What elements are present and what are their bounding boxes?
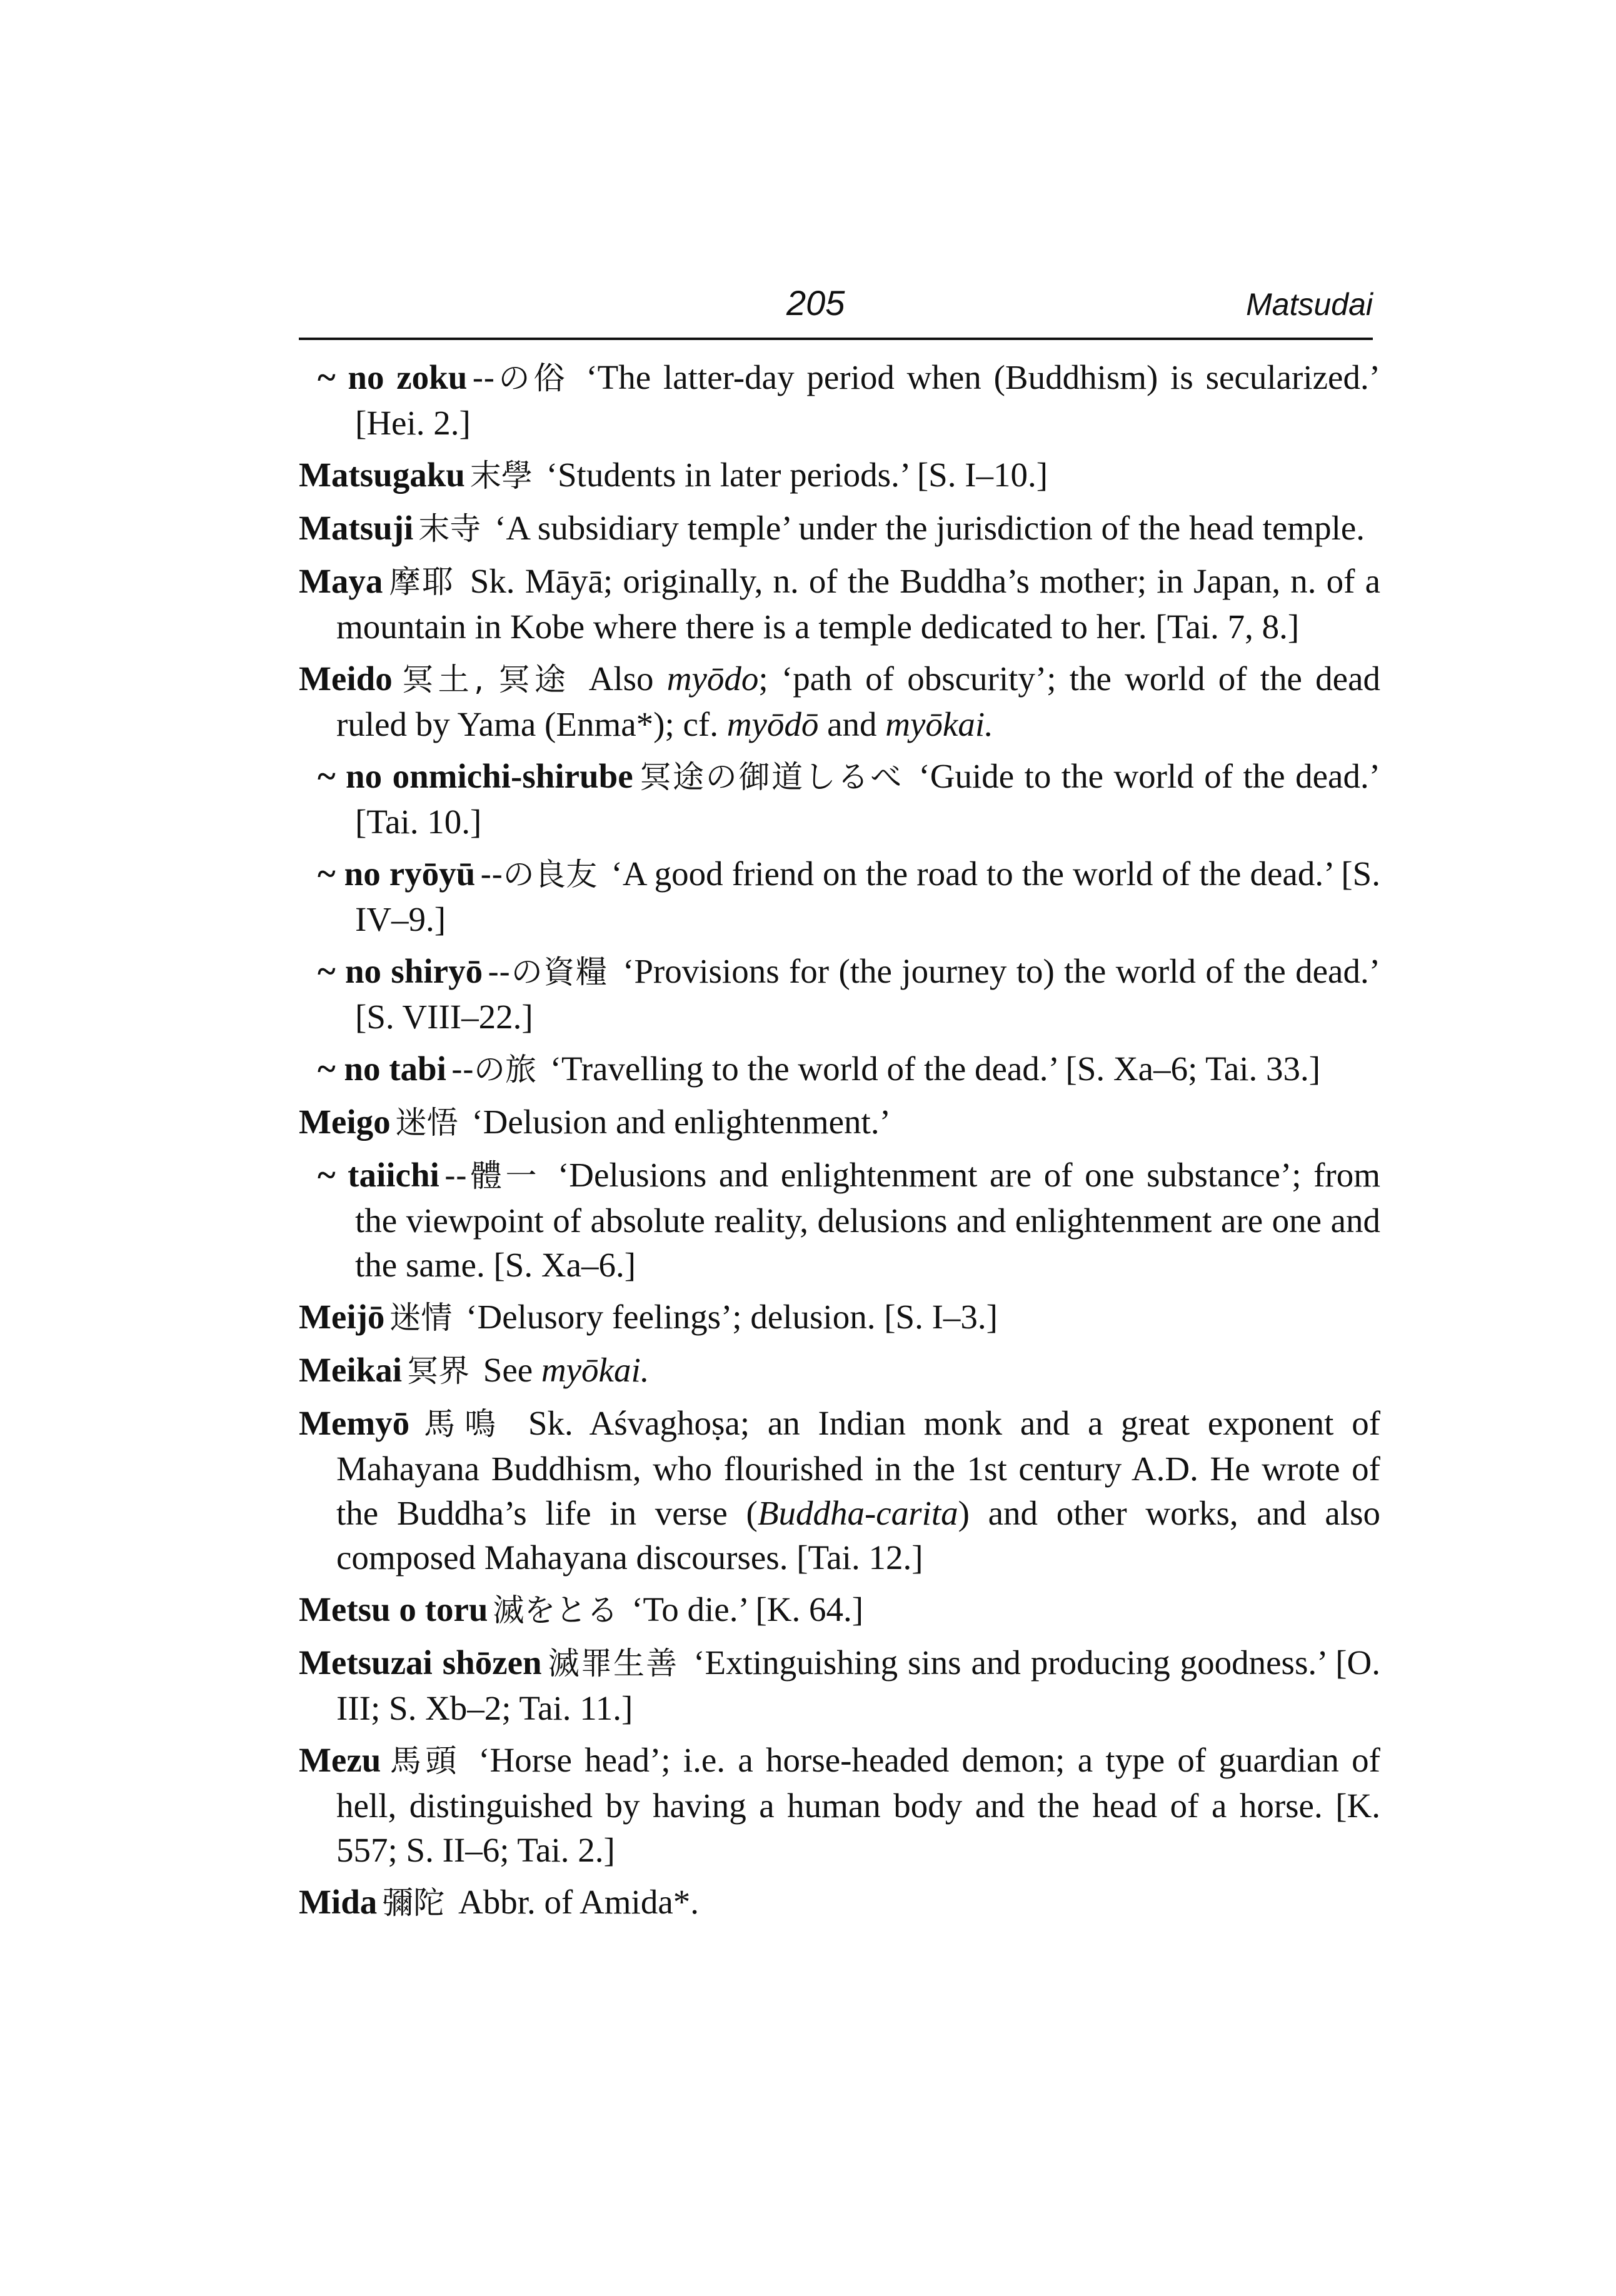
entry-kanji: --の旅 xyxy=(451,1051,536,1088)
dictionary-entry xyxy=(299,656,1380,746)
entry-definition: ‘Delusory feelings’; delusion. [S. I–3.] xyxy=(466,1298,998,1336)
page-header xyxy=(299,283,1373,333)
entry-kanji: 迷情 xyxy=(389,1300,453,1336)
dictionary-entry xyxy=(318,949,1380,1039)
entry-kanji: 滅をとる xyxy=(493,1592,618,1628)
dictionary-entry xyxy=(299,1738,1380,1872)
entry-definition: ‘Students in later periods.’ [S. I–10.] xyxy=(546,456,1048,494)
entry-headword: Meido xyxy=(299,659,393,698)
entry-kanji: --の俗 xyxy=(472,360,569,396)
entry-definition: ‘The latter-day period when (Buddhism) is secularized.’ [Hei. 2.] xyxy=(355,358,1381,442)
entry-definition: ‘A subsidiary temple’ under the jurisdiction of the head temple. xyxy=(494,509,1365,547)
entry-definition-part: Also xyxy=(588,659,654,698)
entry-cross-reference: myōkai. xyxy=(885,705,993,743)
entry-work-title: Buddha-carita xyxy=(757,1494,958,1532)
entry-kanji: 摩耶 xyxy=(388,564,455,600)
entry-kanji: 滅罪生善 xyxy=(546,1645,679,1682)
dictionary-entry xyxy=(299,1401,1380,1580)
dictionary-entry xyxy=(299,559,1380,649)
entry-headword: Metsuzai shōzen xyxy=(299,1643,542,1682)
dictionary-entry xyxy=(299,1880,1380,1925)
entry-kanji: 末寺 xyxy=(418,511,481,547)
entry-definition: ‘Delusions and enlightenment are of one substance’; from the viewpoint of absolute reality, delusions and enlightenment are one and the same. [S. Xa–6.] xyxy=(355,1156,1380,1284)
entry-headword: Memyō xyxy=(299,1404,410,1442)
entry-definition: ‘To die.’ [K. 64.] xyxy=(631,1590,864,1628)
entry-headword: Meikai xyxy=(299,1351,402,1389)
dictionary-entry xyxy=(299,1348,1380,1393)
entry-headword: Meijō xyxy=(299,1298,385,1336)
running-head: Matsudai xyxy=(1246,287,1373,322)
dictionary-entry xyxy=(318,1046,1380,1092)
dictionary-entry xyxy=(299,1100,1380,1145)
dictionary-entry xyxy=(318,851,1380,941)
entry-headword: ~ no tabi xyxy=(318,1050,446,1088)
entry-headword: Meigo xyxy=(299,1103,391,1141)
entry-headword: Matsuji xyxy=(299,509,414,547)
entry-definition: ‘Horse head’; i.e. a horse-headed demon; a type of guardian of hell, distinguished by having a human body and the head of a horse. [K. 557; S. II–6; Tai. 2.] xyxy=(336,1741,1381,1869)
entry-definition: ‘Guide to the world of the dead.’ [Tai. 10.] xyxy=(355,757,1381,841)
entry-definition: ‘Extinguishing sins and producing goodness.’ [O. III; S. Xb–2; Tai. 11.] xyxy=(336,1643,1381,1727)
dictionary-entry xyxy=(318,355,1380,445)
entry-definition-part: ; ‘path of obscurity’; the world of the dead ruled by Yama (Enma*); cf. xyxy=(336,659,1380,743)
entry-kanji: 末學 xyxy=(469,458,533,494)
entry-kanji: 彌陀 xyxy=(382,1885,445,1921)
entry-headword: Matsugaku xyxy=(299,456,465,494)
entry-definition: Abbr. of Amida*. xyxy=(458,1883,700,1921)
entry-headword: ~ taiichi xyxy=(318,1156,439,1194)
entry-headword: Metsu o toru xyxy=(299,1590,488,1628)
entry-cross-reference: myōdo xyxy=(666,659,759,698)
dictionary-entry xyxy=(299,1295,1380,1340)
dictionary-entry xyxy=(318,1153,1380,1287)
entry-definition: Sk. Māyā; originally, n. of the Buddha’s mother; in Japan, n. of a mountain in Kobe where there is a temple dedicated to her. [Tai. 7, 8.] xyxy=(336,562,1381,646)
dictionary-entry xyxy=(318,754,1380,844)
entry-kanji: --の資糧 xyxy=(488,954,608,990)
entry-kanji: 馬鳴 xyxy=(414,1406,506,1442)
entry-headword: Mezu xyxy=(299,1741,381,1779)
entry-definition-part: ) and other works, and also composed Mahayana discourses. [Tai. 12.] xyxy=(336,1494,1381,1577)
entry-definition: ‘Provisions for (the journey to) the world of the dead.’ [S. VIII–22.] xyxy=(355,952,1381,1036)
entry-definition: ‘Travelling to the world of the dead.’ [S. Xa–6; Tai. 33.] xyxy=(550,1050,1321,1088)
entry-definition-part: and xyxy=(827,705,877,743)
entry-definition: ‘A good friend on the road to the world of the dead.’ [S. IV–9.] xyxy=(355,855,1380,938)
entry-kanji: 馬頭 xyxy=(386,1743,461,1779)
entry-headword: ~ no zoku xyxy=(318,358,468,396)
entry-kanji: --體一 xyxy=(444,1158,541,1194)
entry-list xyxy=(299,355,1380,1933)
entry-kanji: 冥界 xyxy=(406,1353,469,1389)
dictionary-entry xyxy=(299,506,1380,551)
dictionary-entry xyxy=(299,1640,1380,1730)
entry-headword: ~ no onmichi-shirube xyxy=(318,757,633,795)
entry-kanji: 迷悟 xyxy=(395,1105,458,1141)
entry-definition-part: See xyxy=(483,1351,533,1389)
page-number: 205 xyxy=(786,283,845,323)
dictionary-entry xyxy=(299,453,1380,498)
entry-kanji: 冥途の御道しるべ xyxy=(638,759,903,795)
entry-headword: Maya xyxy=(299,562,383,600)
header-rule xyxy=(299,338,1373,340)
dictionary-entry xyxy=(299,1587,1380,1633)
entry-cross-reference: myōkai. xyxy=(541,1351,650,1389)
entry-headword: Mida xyxy=(299,1883,378,1921)
entry-kanji: 冥土, 冥途 xyxy=(397,661,571,698)
entry-headword: ~ no ryōyū xyxy=(318,855,476,893)
entry-cross-reference: myōdō xyxy=(726,705,819,743)
entry-kanji: --の良友 xyxy=(480,856,598,893)
entry-headword: ~ no shiryō xyxy=(318,952,483,990)
entry-definition-part: Sk. Aśvaghoṣa; an Indian monk and a great exponent of Mahayana Buddhism, who flourished in the 1st century A.D. He wrote of the Buddha’s life in verse ( xyxy=(336,1404,1381,1532)
entry-definition: ‘Delusion and enlightenment.’ xyxy=(471,1103,891,1141)
